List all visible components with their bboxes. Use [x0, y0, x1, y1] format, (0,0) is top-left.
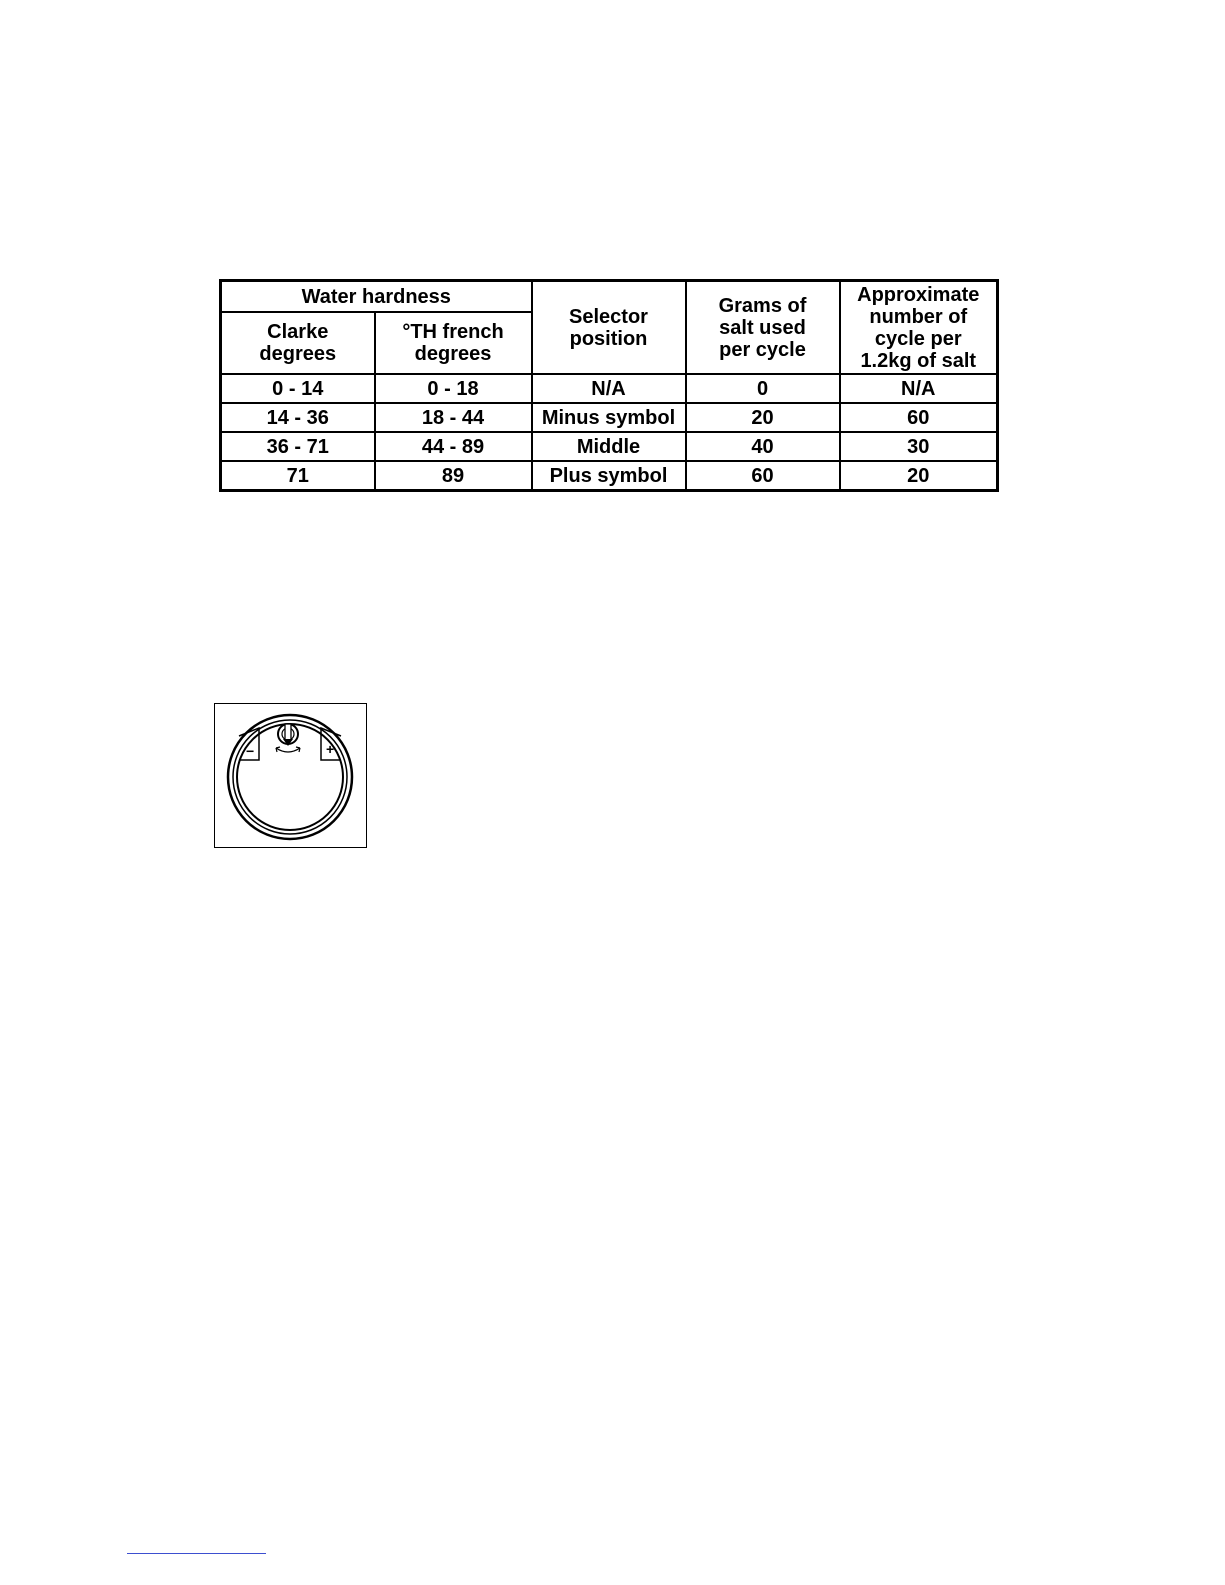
plus-symbol: +: [326, 741, 335, 757]
salt-selector-dial-icon: [215, 704, 365, 846]
table-row: [221, 374, 998, 403]
header-selector-position: Selector position: [532, 281, 686, 375]
cell-french: 0 - 18: [375, 374, 532, 403]
cell-selector: Minus symbol: [532, 403, 686, 432]
cell-french: 18 - 44: [375, 403, 532, 432]
cell-selector: Middle: [532, 432, 686, 461]
header-french-degrees: °TH french degrees: [375, 312, 532, 374]
cell-french: 44 - 89: [375, 432, 532, 461]
cell-french: 89: [375, 461, 532, 491]
cell-cycles: 20: [840, 461, 998, 491]
cell-clarke: 14 - 36: [221, 403, 375, 432]
header-grams-of-salt: Grams of salt used per cycle: [686, 281, 840, 375]
footnote-separator: [127, 1553, 266, 1554]
water-hardness-table: [219, 279, 999, 492]
minus-symbol: −: [246, 743, 255, 759]
cell-grams: 40: [686, 432, 840, 461]
cell-cycles: 30: [840, 432, 998, 461]
cell-clarke: 36 - 71: [221, 432, 375, 461]
table-row: [221, 461, 998, 491]
table-row: [221, 403, 998, 432]
header-water-hardness: Water hardness: [221, 281, 532, 313]
cell-cycles: N/A: [840, 374, 998, 403]
cell-grams: 20: [686, 403, 840, 432]
cell-selector: N/A: [532, 374, 686, 403]
table-row: [221, 432, 998, 461]
cell-clarke: 0 - 14: [221, 374, 375, 403]
salt-selector-figure: [214, 703, 367, 848]
cell-grams: 60: [686, 461, 840, 491]
cell-selector: Plus symbol: [532, 461, 686, 491]
cell-cycles: 60: [840, 403, 998, 432]
cell-clarke: 71: [221, 461, 375, 491]
cell-grams: 0: [686, 374, 840, 403]
header-approx-cycles: Approximate number of cycle per 1.2kg of salt: [840, 281, 998, 375]
header-clarke-degrees: Clarke degrees: [221, 312, 375, 374]
